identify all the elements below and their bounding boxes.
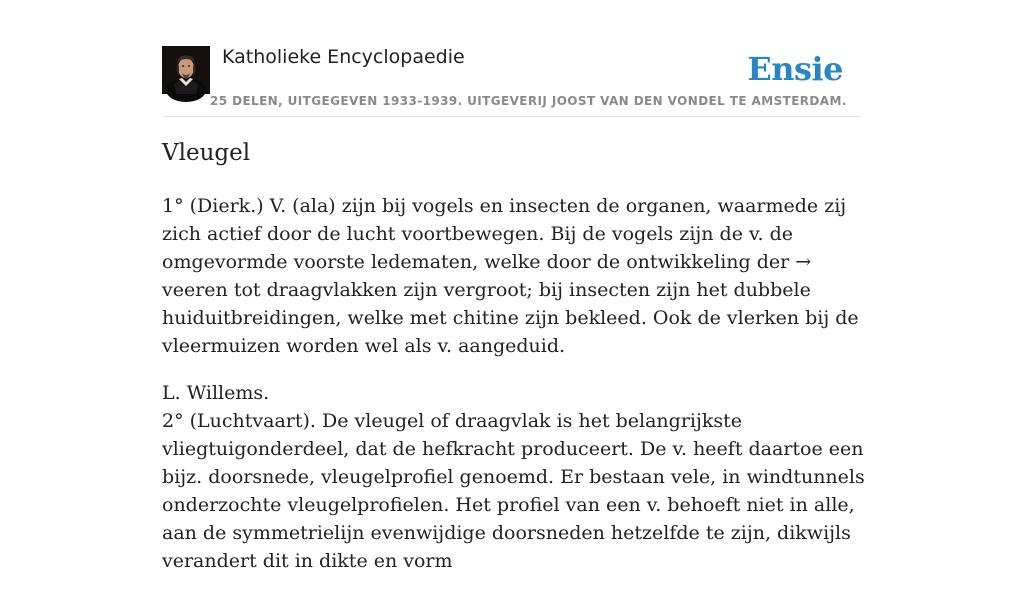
article-paragraph	[162, 192, 868, 360]
portrait-avatar-icon[interactable]	[162, 46, 210, 94]
cross-reference-link[interactable]: → veeren	[162, 251, 812, 301]
author-line: L. Willems.	[162, 382, 270, 404]
source-title-link[interactable]: Katholieke Encyclopaedie	[222, 46, 465, 68]
article-title: Vleugel	[162, 140, 251, 166]
brand-logo-link[interactable]: Ensie	[747, 50, 843, 88]
source-subtitle: 25 DELEN, UITGEGEVEN 1933-1939. UITGEVERIJ JOOST VAN DEN VONDEL TE AMSTERDAM.	[210, 94, 847, 108]
header	[162, 46, 862, 117]
paragraph-text: tot draagvlakken zijn vergroot; bij insecten zijn het dubbele huiduitbreidingen, welke met chitine zijn bekleed. Ook de vlerken bij de vleermuizen worden wel als v. aangeduid.	[162, 279, 859, 357]
paragraph-text: 1° (Dierk.) V. (ala) zijn bij vogels en insecten de organen, waarmede zij zich actief door de lucht voortbewegen. Bij de vogels zijn de v. de omgevormde voorste ledematen, welke door de ontwikkeling der	[162, 195, 847, 273]
article-body	[162, 192, 868, 594]
article-paragraph: 2° (Luchtvaart). De vleugel of draagvlak is het belangrijkste vliegtuigonderdeel, dat de hefkracht produceert. De v. heeft daartoe een bijz. doorsnede, vleugelprofiel genoemd. Er bestaan vele, in windtunnels onderzochte vleugelprofielen. Het profiel van een v. behoeft niet in alle, aan de symmetrielijn evenwijdige doorsneden hetzelfde te zijn, dikwijls verandert dit in dikte en vorm	[162, 410, 865, 572]
